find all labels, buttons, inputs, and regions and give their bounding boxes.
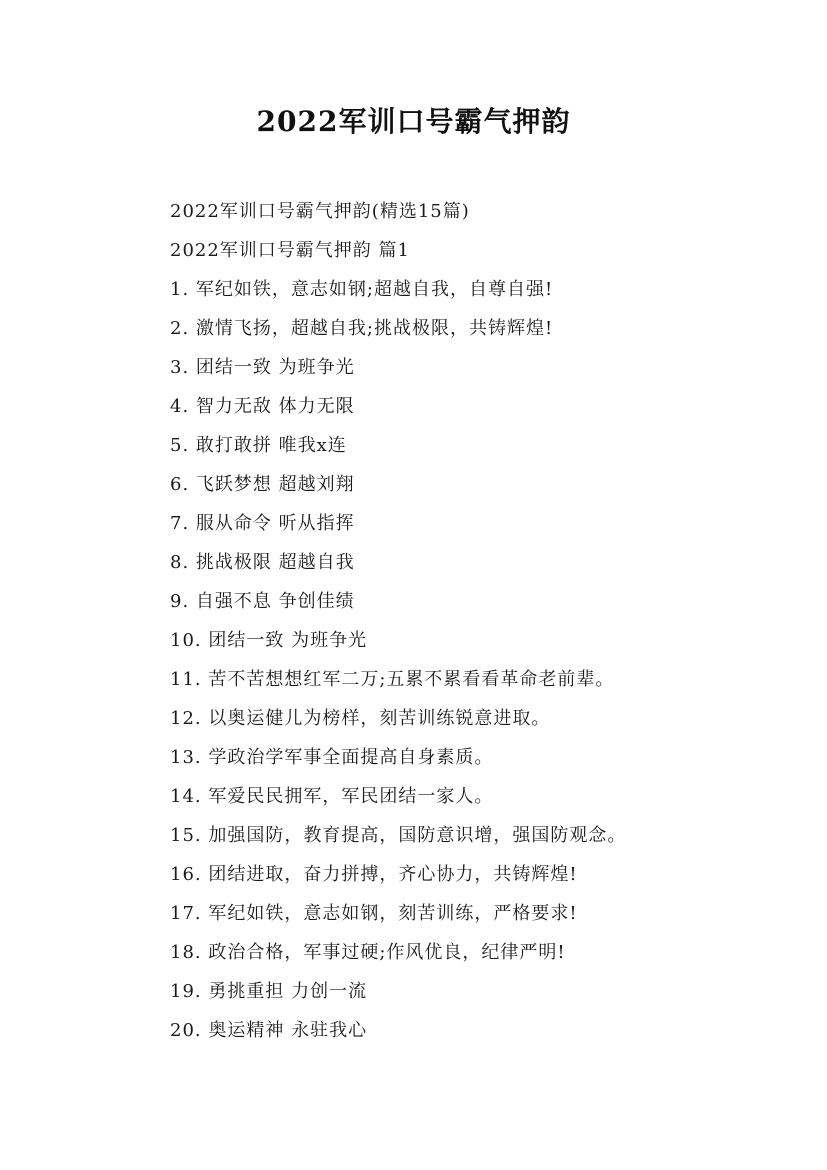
slogan-line: 6. 飞跃梦想 超越刘翔 — [170, 474, 355, 495]
slogan-line: 10. 团结一致 为班争光 — [170, 630, 368, 651]
slogan-line: 19. 勇挑重担 力创一流 — [170, 981, 368, 1002]
section-heading: 2022军训口号霸气押韵 篇1 — [170, 240, 410, 261]
slogan-line: 14. 军爱民民拥军，军民团结一家人。 — [170, 786, 494, 807]
slogan-line: 13. 学政治学军事全面提高自身素质。 — [170, 747, 494, 768]
document-body — [170, 198, 810, 1056]
slogan-line: 2. 激情飞扬，超越自我;挑战极限，共铸辉煌! — [170, 318, 554, 339]
slogan-line: 5. 敢打敢拼 唯我x连 — [170, 435, 347, 456]
slogan-line: 1. 军纪如铁，意志如钢;超越自我，自尊自强! — [170, 279, 554, 300]
slogan-line: 15. 加强国防，教育提高，国防意识增，强国防观念。 — [170, 825, 627, 846]
subtitle-line: 2022军训口号霸气押韵(精选15篇) — [170, 201, 470, 222]
document-title: 2022军训口号霸气押韵 — [256, 105, 571, 138]
slogan-line: 4. 智力无敌 体力无限 — [170, 396, 355, 417]
slogan-line: 18. 政治合格，军事过硬;作风优良，纪律严明! — [170, 942, 566, 963]
slogan-line: 16. 团结进取，奋力拼搏，齐心协力，共铸辉煌! — [170, 864, 578, 885]
slogan-line: 20. 奥运精神 永驻我心 — [170, 1020, 368, 1041]
slogan-line: 9. 自强不息 争创佳绩 — [170, 591, 355, 612]
slogan-line: 7. 服从命令 听从指挥 — [170, 513, 355, 534]
slogan-line: 11. 苦不苦想想红军二万;五累不累看看革命老前辈。 — [170, 669, 615, 690]
slogan-line: 17. 军纪如铁，意志如钢，刻苦训练，严格要求! — [170, 903, 578, 924]
slogan-line: 3. 团结一致 为班争光 — [170, 357, 355, 378]
slogan-line: 12. 以奥运健儿为榜样，刻苦训练锐意进取。 — [170, 708, 551, 729]
slogan-line: 8. 挑战极限 超越自我 — [170, 552, 355, 573]
